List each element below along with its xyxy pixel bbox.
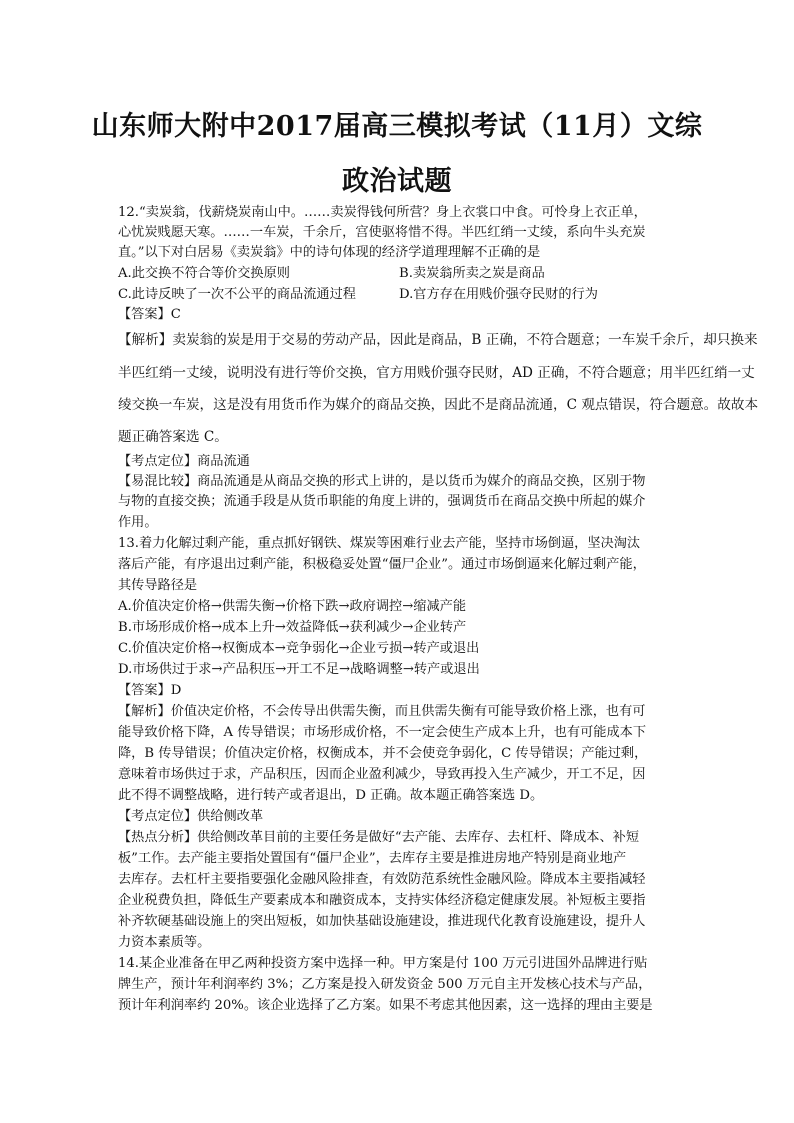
q13-point: 【考点定位】供给侧改革 (118, 809, 264, 824)
q13-analysis-line: 【解析】价值决定价格，不会传导出供需失衡，而且供需失衡有可能导致价格上涨，也有可 (118, 704, 646, 719)
q13-hot-line: 板”工作。去产能主要指处置国有“僵尸企业”，去库存主要是推进房地产特别是商业地产 (118, 851, 627, 866)
q12-option-c: C.此诗反映了一次不公平的商品流通过程 (118, 287, 356, 302)
q13-option: C.价值决定价格→权衡成本→竞争弱化→企业亏损→转产或退出 (118, 641, 480, 656)
q12-stem-line: 心忧炭贱愿天寒。……一车炭，千余斤，宫使驱将惜不得。半匹红绡一丈绫，系向牛头充炭 (118, 225, 646, 240)
q14-stem-line: 14.某企业准备在甲乙两种投资方案中选择一种。甲方案是付 100 万元引进国外品牌进行贴 (118, 956, 648, 971)
q12-analysis-line: 半匹红绡一丈绫，说明没有进行等价交换，官方用贱价强夺民财，AD 正确，不符合题意；用半匹红绡一丈 (118, 365, 755, 381)
q12-analysis-line: 绫交换一车炭，这是没有用货币作为媒介的商品交换，因此不是商品流通，C 观点错误，符合题意。故故本 (118, 397, 759, 413)
q13-analysis-line: 降，B 传导错误；价值决定价格，权衡成本，并不会使竞争弱化，C 传导错误；产能过剩， (118, 746, 648, 761)
q12-compare-line: 与物的直接交换；流通手段是从货币职能的角度上讲的，强调货币在商品交换中所起的媒介 (118, 494, 646, 509)
q13-analysis-line: 能导致价格下降，A 传导错误；市场形成价格，不一定会使生产成本上升，也有可能成本下 (118, 725, 647, 740)
q12-option-d: D.官方存在用贱价强夺民财的行为 (399, 287, 598, 302)
q12-answer: 【答案】C (118, 307, 181, 322)
q12-option-a: A.此交换不符合等价交换原则 (118, 266, 290, 281)
q13-option: A.价值决定价格→供需失衡→价格下跌→政府调控→缩减产能 (118, 599, 467, 614)
q13-option: B.市场形成价格→成本上升→效益降低→获利减少→企业转产 (118, 620, 467, 635)
q12-stem-line: 12.“卖炭翁，伐薪烧炭南山中。……卖炭得钱何所营？身上衣裳口中食。可怜身上衣正单， (118, 205, 647, 220)
q12-compare-line: 作用。 (118, 515, 158, 530)
q13-hot-line: 企业税费负担，降低生产要素成本和融资成本，支持实体经济稳定健康发展。补短板主要指 (118, 893, 646, 908)
q13-hot-line: 【热点分析】供给侧改革目前的主要任务是做好“去产能、去库存、去杠杆、降成本、补短 (118, 830, 640, 845)
q14-stem-line: 预计年利润率约 20%。该企业选择了乙方案。如果不考虑其他因素，这一选择的理由主要是 (118, 998, 653, 1013)
q12-analysis-line: 题正确答案选 C。 (118, 429, 228, 445)
q13-stem-line: 其传导路径是 (118, 578, 198, 593)
q14-stem-line: 牌生产，预计年利润率约 3%；乙方案是投入研发资金 500 万元自主开发核心技术与产品， (118, 977, 652, 992)
q13-analysis-line: 此不得不调整战略，进行转产或者退出，D 正确。故本题正确答案选 D。 (118, 788, 544, 803)
q12-option-b: B.卖炭翁所卖之炭是商品 (399, 266, 545, 281)
page-title-line2: 政治试题 (342, 166, 452, 197)
page-title-line1: 山东师大附中2017届高三模拟考试（11月）文综 (91, 111, 703, 142)
q13-hot-line: 力资本素质等。 (118, 935, 211, 950)
q12-analysis-line: 【解析】卖炭翁的炭是用于交易的劳动产品，因此是商品，B 正确，不符合题意；一车炭千余斤，却只换来 (118, 332, 758, 348)
q12-compare-line: 【易混比较】商品流通是从商品交换的形式上讲的，是以货币为媒介的商品交换，区别于物 (118, 474, 646, 489)
q12-stem-line: 直。”以下对白居易《卖炭翁》中的诗句体现的经济学道理理解不正确的是 (118, 245, 541, 260)
q13-hot-line: 去库存。去杠杆主要指要强化金融风险排查，有效防范系统性金融风险。降成本主要指减轻 (118, 872, 646, 887)
q13-option: D.市场供过于求→产品积压→开工不足→战略调整→转产或退出 (118, 662, 480, 677)
q13-analysis-line: 意味着市场供过于求，产品积压，因而企业盈利减少，导致再投入生产减少，开工不足，因 (118, 767, 646, 782)
q13-stem-line: 13.着力化解过剩产能，重点抓好钢铁、煤炭等困难行业去产能，坚持市场倒逼，坚决淘汰 (118, 536, 641, 551)
q13-stem-line: 落后产能，有序退出过剩产能，积极稳妥处置“僵尸企业”。通过市场倒逼来化解过剩产能， (118, 557, 646, 572)
q12-point: 【考点定位】商品流通 (118, 454, 250, 469)
q13-hot-line: 补齐软硬基础设施上的突出短板，如加快基础设施建设，推进现代化教育设施建设，提升人 (118, 914, 646, 929)
q13-answer: 【答案】D (118, 683, 182, 698)
